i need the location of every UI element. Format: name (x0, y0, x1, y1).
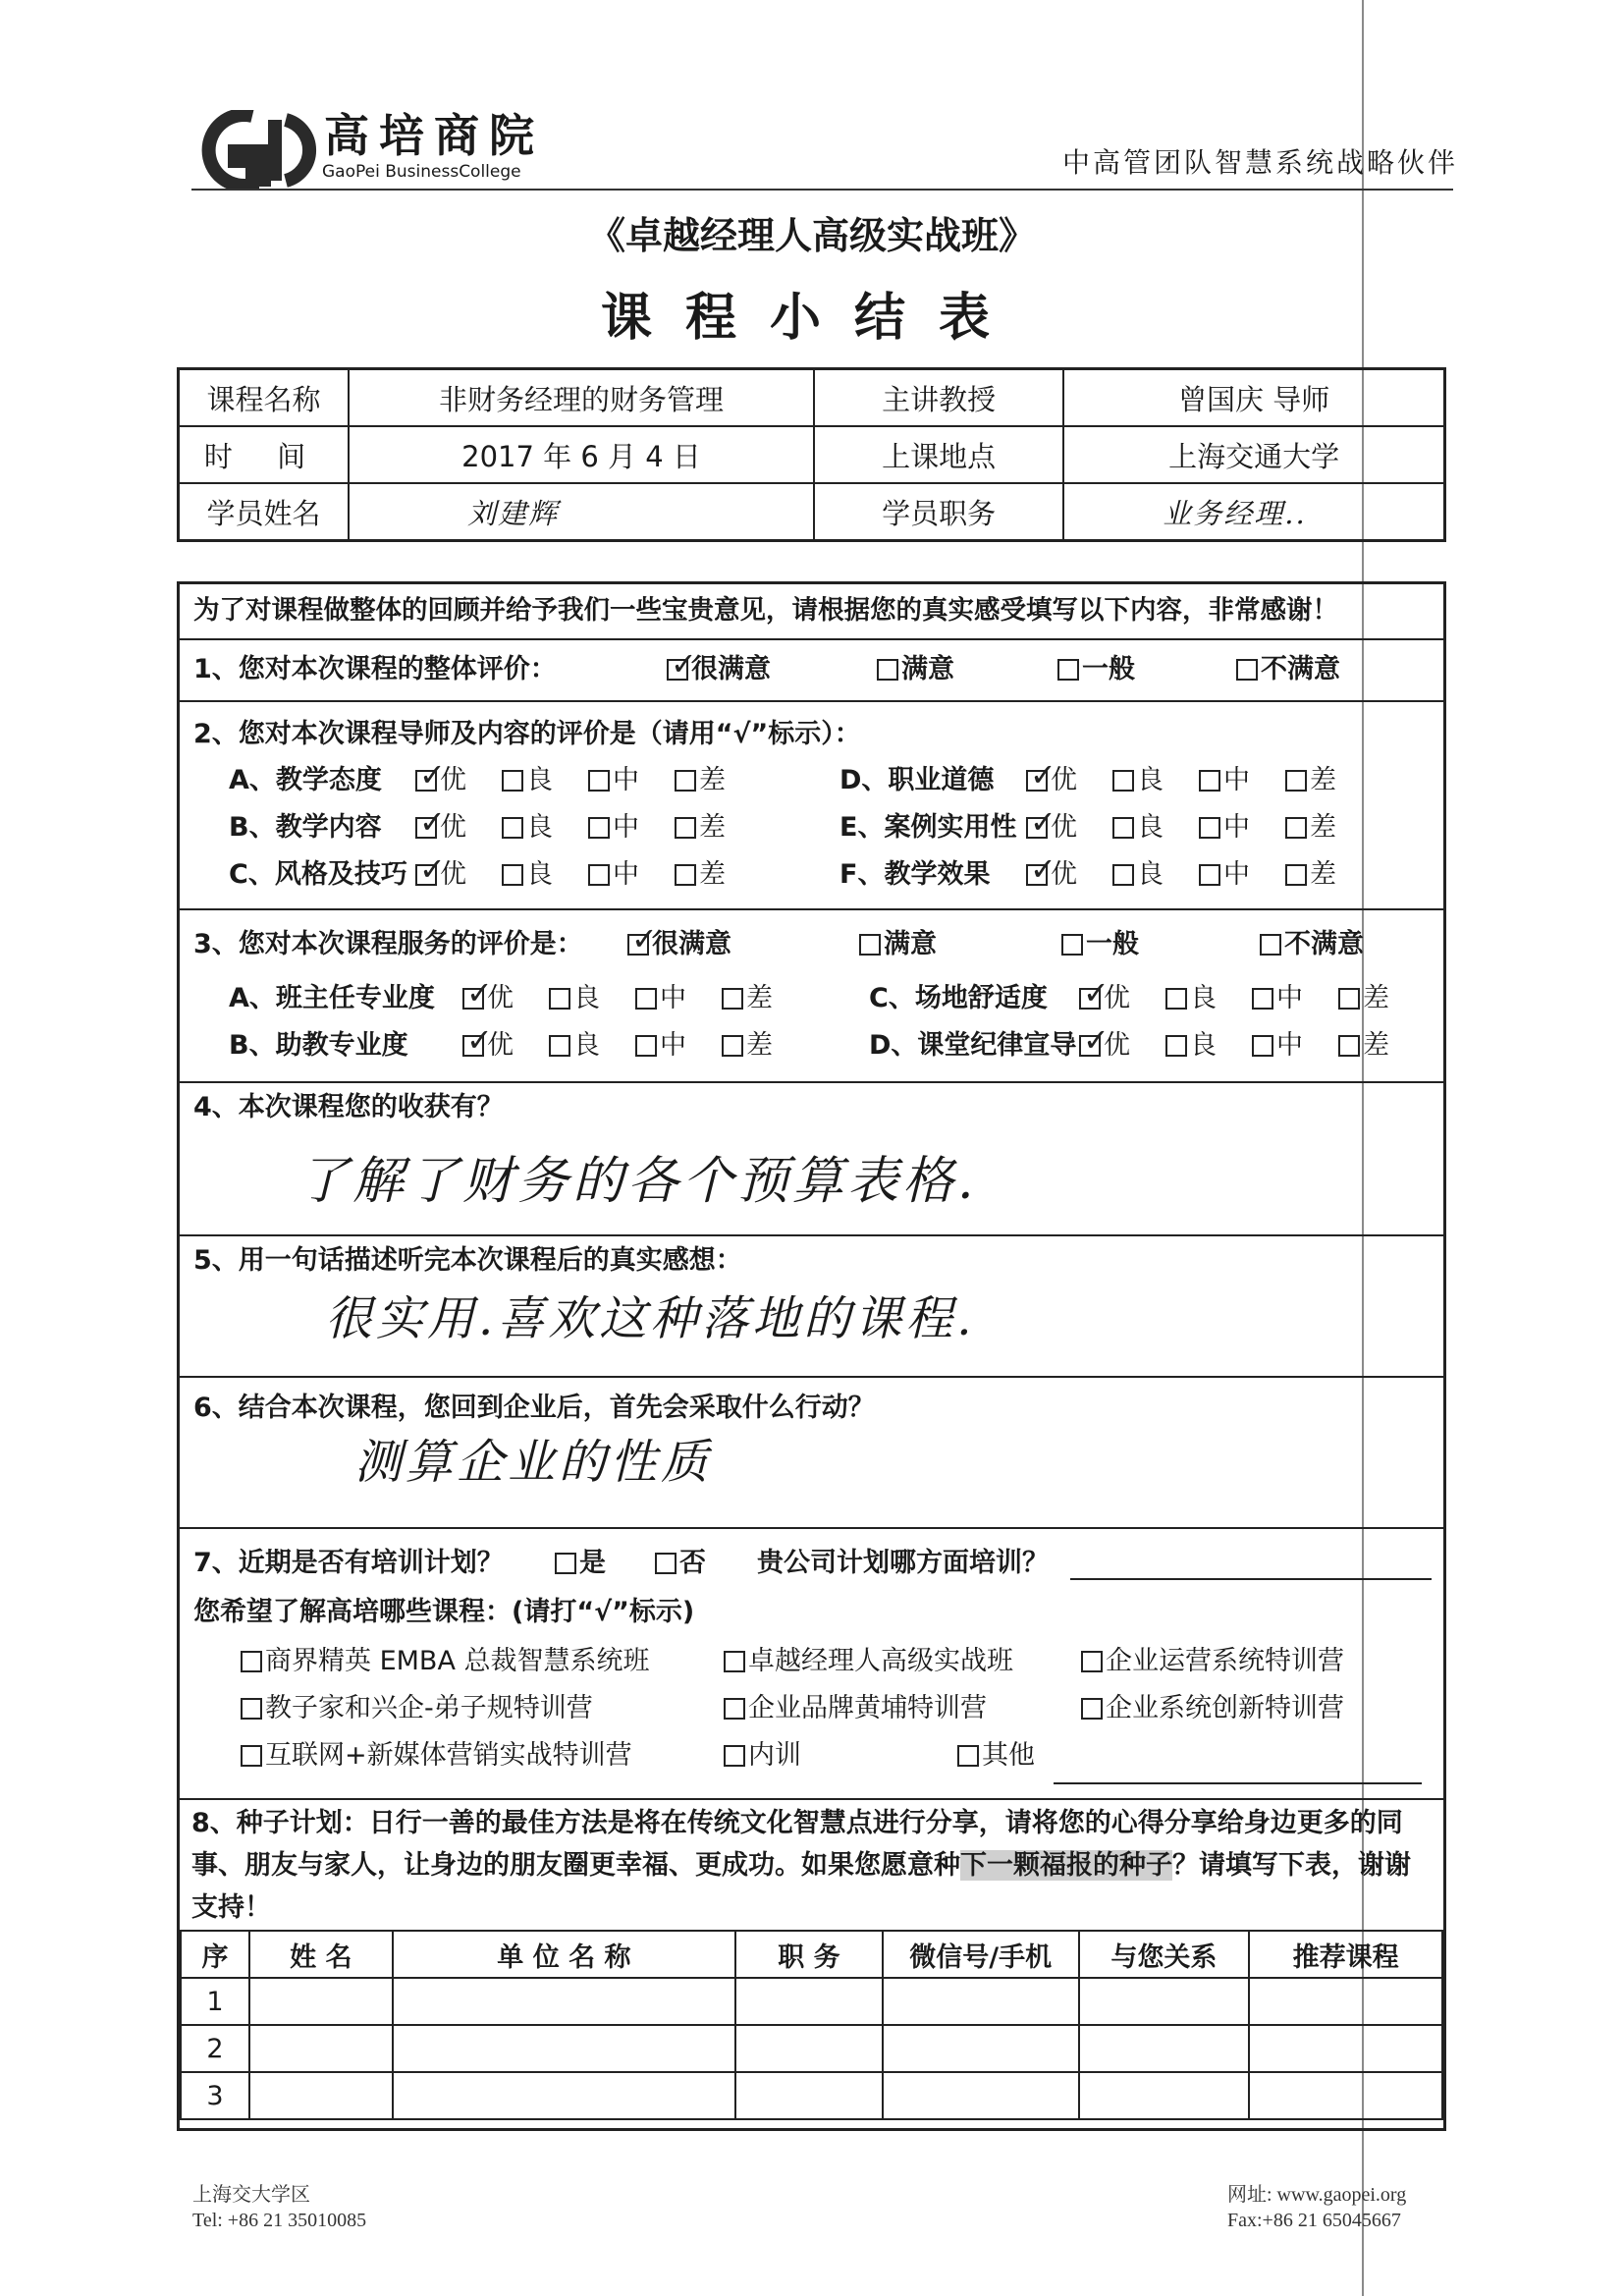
checkbox[interactable] (859, 934, 881, 956)
q1-option[interactable]: 一般 (1057, 653, 1135, 686)
grade-option[interactable] (675, 858, 726, 892)
input-cell[interactable] (883, 2072, 1079, 2119)
grade-label: 差 (699, 859, 726, 890)
checkbox-checked[interactable] (462, 988, 484, 1010)
q7-courses-label: 您希望了解高培哪些课程：(请打“√”标示) (193, 1597, 695, 1627)
q2-item-label: C、风格及技巧 (229, 859, 407, 890)
time-label: 时 间 (179, 426, 350, 483)
header-cell: 与您关系 (1079, 1931, 1250, 1978)
input-cell[interactable] (883, 1978, 1079, 2025)
course-label: 企业品牌黄埔特训营 (748, 1693, 987, 1723)
q4-answer[interactable]: 了解了财务的各个预算表格. (298, 1152, 978, 1211)
divider (180, 700, 1443, 702)
grade-option[interactable] (415, 764, 466, 797)
grade-option[interactable] (588, 764, 639, 797)
divider (180, 1527, 1443, 1529)
grade-option[interactable] (1112, 811, 1164, 845)
intro-text: 为了对课程做整体的回顾并给予我们一些宝贵意见，请根据您的真实感受填写以下内容，非常感谢！ (193, 595, 1338, 626)
checkbox[interactable] (1199, 817, 1220, 839)
input-cell[interactable] (735, 2072, 883, 2119)
checkbox[interactable] (1285, 864, 1307, 886)
grade-label: 良 (1137, 765, 1164, 795)
survey-form (177, 581, 1446, 2131)
checkbox[interactable] (1199, 770, 1220, 792)
grade-option[interactable] (1285, 858, 1336, 892)
q1-option[interactable]: 不满意 (1236, 653, 1340, 686)
checkbox[interactable] (549, 1035, 570, 1057)
divider (180, 1081, 1443, 1083)
grade-option[interactable] (1338, 982, 1389, 1015)
q3-label: 3、您对本次课程服务的评价是： (193, 929, 583, 959)
grade-option[interactable] (1252, 1029, 1303, 1063)
input-cell[interactable] (1249, 2072, 1442, 2119)
course-label: 商界精英 EMBA 总裁智慧系统班 (265, 1646, 650, 1676)
info-row (179, 483, 1445, 541)
checkbox[interactable] (555, 1553, 576, 1574)
header-cell: 推荐课程 (1249, 1931, 1442, 1978)
q3-item-label: B、助教专业度 (229, 1030, 408, 1061)
referral-header-row (181, 1931, 1442, 1978)
referral-table (180, 1930, 1443, 2120)
row-number: 3 (181, 2072, 249, 2119)
checkbox[interactable] (722, 988, 743, 1010)
grade-option[interactable] (1199, 764, 1250, 797)
grade-label: 良 (1190, 1030, 1217, 1061)
q3-option[interactable]: 满意 (859, 928, 937, 961)
grade-label: 良 (526, 765, 553, 795)
q3-item-label: D、课堂纪律宣导 (869, 1030, 1077, 1061)
checkbox-checked[interactable] (1026, 770, 1048, 792)
checkbox-checked[interactable] (1079, 1035, 1101, 1057)
checkbox-checked[interactable] (415, 864, 437, 886)
grade-option[interactable] (1079, 1029, 1130, 1063)
checkbox[interactable] (1285, 817, 1307, 839)
checkbox[interactable] (588, 817, 610, 839)
grade-option[interactable] (549, 982, 600, 1015)
teacher-label: 主讲教授 (814, 369, 1063, 427)
checkbox[interactable] (502, 817, 523, 839)
q3-option[interactable]: 一般 (1061, 928, 1139, 961)
grade-option[interactable] (462, 1029, 514, 1063)
info-row (179, 369, 1445, 427)
grade-label: 中 (1276, 983, 1303, 1013)
q2-item-label: F、教学效果 (839, 859, 991, 890)
student-name-value[interactable]: 刘建辉 (349, 483, 814, 541)
course-label: 互联网+新媒体营销实战特训营 (265, 1740, 632, 1771)
grade-label: 良 (526, 859, 553, 890)
footer-fax: Fax:+86 21 65045667 (1227, 2210, 1401, 2231)
grade-label: 中 (613, 765, 639, 795)
course-option[interactable] (724, 1739, 801, 1773)
grade-option[interactable] (1165, 982, 1217, 1015)
q1-option[interactable]: 满意 (877, 653, 954, 686)
q2-item-label: A、教学态度 (229, 765, 382, 795)
header-cell: 微信号/手机 (883, 1931, 1079, 1978)
checkbox[interactable] (1252, 988, 1273, 1010)
grade-option[interactable] (1199, 858, 1250, 892)
checkbox[interactable] (1338, 988, 1360, 1010)
course-option[interactable] (724, 1645, 1013, 1678)
time-value[interactable]: 2017 年 6 月 4 日 (349, 426, 814, 483)
course-label: 课程名称 (179, 369, 350, 427)
checkbox-checked[interactable] (415, 770, 437, 792)
q2-item-label: B、教学内容 (229, 812, 382, 843)
input-cell[interactable] (249, 1978, 393, 2025)
course-option[interactable] (1081, 1692, 1344, 1725)
grade-label: 良 (1137, 859, 1164, 890)
checkbox[interactable] (1165, 988, 1187, 1010)
row-number: 1 (181, 1978, 249, 2025)
student-label: 学员姓名 (179, 483, 350, 541)
grade-label: 优 (1051, 812, 1077, 843)
header-cell: 姓 名 (249, 1931, 393, 1978)
q3-option[interactable]: 不满意 (1260, 928, 1364, 961)
checkbox[interactable] (1061, 934, 1083, 956)
grade-option[interactable] (588, 811, 639, 845)
grade-label: 优 (440, 859, 466, 890)
q2-item-label: E、案例实用性 (839, 812, 1017, 843)
grade-option[interactable] (502, 764, 553, 797)
grade-option[interactable] (1338, 1029, 1389, 1063)
checkbox[interactable] (1236, 659, 1258, 681)
info-table (177, 367, 1446, 542)
grade-label: 优 (1104, 1030, 1130, 1061)
checkbox[interactable] (1252, 1035, 1273, 1057)
q4-label: 4、本次课程您的收获有？ (193, 1092, 504, 1122)
checkbox[interactable] (675, 770, 696, 792)
slogan: 中高管团队智慧系统战略伙伴 (1062, 146, 1459, 179)
referral-row (181, 2072, 1442, 2119)
grade-label: 良 (573, 1030, 600, 1061)
position-label: 学员职务 (814, 483, 1063, 541)
q7-yes-option[interactable]: 是 (555, 1547, 606, 1580)
course-label: 内训 (748, 1740, 801, 1771)
grade-option[interactable] (635, 982, 686, 1015)
checkbox[interactable] (502, 770, 523, 792)
course-label: 企业系统创新特训营 (1106, 1693, 1344, 1723)
grade-option[interactable] (1026, 811, 1077, 845)
grade-label: 中 (660, 983, 686, 1013)
input-cell[interactable] (735, 2025, 883, 2072)
grade-label: 差 (699, 812, 726, 843)
referral-row (181, 1978, 1442, 2025)
grade-option[interactable] (1026, 764, 1077, 797)
checkbox[interactable] (241, 1745, 262, 1767)
place-value[interactable]: 上海交通大学 (1063, 426, 1444, 483)
checkbox[interactable] (635, 1035, 657, 1057)
q6-answer[interactable]: 测算企业的性质 (354, 1435, 713, 1490)
checkbox[interactable] (724, 1651, 745, 1672)
q5-answer[interactable]: 很实用.喜欢这种落地的课程. (325, 1291, 976, 1346)
referral-row (181, 2025, 1442, 2072)
document-title: 《卓越经理人高级实战班》 (587, 214, 1036, 257)
checkbox[interactable] (957, 1745, 979, 1767)
checkbox[interactable] (1081, 1698, 1103, 1720)
footer-campus: 上海交大学区 (192, 2184, 310, 2206)
grade-option[interactable] (1285, 811, 1336, 845)
q7-which-input[interactable] (1070, 1553, 1432, 1580)
input-cell[interactable] (249, 2072, 393, 2119)
grade-option[interactable] (722, 982, 773, 1015)
grade-option[interactable] (502, 811, 553, 845)
brand-name-en: GaoPei BusinessCollege (322, 162, 521, 182)
header-cell: 单 位 名 称 (393, 1931, 735, 1978)
course-value[interactable]: 非财务经理的财务管理 (349, 369, 814, 427)
grade-label: 中 (660, 1030, 686, 1061)
q5-label: 5、用一句话描述听完本次课程后的真实感想： (193, 1245, 742, 1276)
course-option[interactable] (241, 1692, 593, 1725)
q6-label: 6、结合本次课程，您回到企业后，首先会采取什么行动？ (193, 1393, 875, 1423)
grade-option[interactable] (1079, 982, 1130, 1015)
grade-label: 优 (1051, 765, 1077, 795)
grade-option[interactable] (1252, 982, 1303, 1015)
input-cell[interactable] (1249, 2025, 1442, 2072)
course-label: 教子家和兴企-弟子规特训营 (265, 1693, 593, 1723)
grade-label: 中 (1223, 859, 1250, 890)
footer-tel: Tel: +86 21 35010085 (192, 2210, 367, 2231)
gaopei-logo-icon (191, 110, 324, 191)
grade-label: 差 (1363, 983, 1389, 1013)
q7-label: 7、近期是否有培训计划？ (193, 1548, 504, 1578)
divider (180, 638, 1443, 640)
checkbox-checked[interactable] (415, 817, 437, 839)
divider (180, 1234, 1443, 1236)
grade-option[interactable] (1112, 764, 1164, 797)
divider (180, 1376, 1443, 1378)
grade-label: 中 (1223, 812, 1250, 843)
grade-option[interactable] (415, 811, 466, 845)
grade-label: 差 (699, 765, 726, 795)
checkbox[interactable] (1165, 1035, 1187, 1057)
grade-label: 差 (746, 983, 773, 1013)
checkbox-checked[interactable] (1026, 864, 1048, 886)
grade-label: 中 (1223, 765, 1250, 795)
checkbox-checked[interactable] (667, 659, 688, 681)
grade-label: 差 (1310, 812, 1336, 843)
input-cell[interactable] (735, 1978, 883, 2025)
q3-option[interactable]: ✓ 很满意 (627, 928, 731, 961)
divider (180, 1798, 1443, 1800)
checkbox[interactable] (1260, 934, 1281, 956)
grade-option[interactable] (675, 811, 726, 845)
document-subtitle: 课程小结表 (600, 289, 1023, 348)
row-number: 2 (181, 2025, 249, 2072)
checkbox-checked[interactable] (1079, 988, 1101, 1010)
grade-label: 优 (1104, 983, 1130, 1013)
brand-name-cn: 高培商院 (324, 109, 544, 162)
grade-label: 差 (1310, 765, 1336, 795)
grade-label: 优 (487, 983, 514, 1013)
divider (180, 908, 1443, 910)
course-label: 其他 (982, 1740, 1035, 1771)
course-option[interactable] (724, 1692, 987, 1725)
input-cell[interactable] (249, 2025, 393, 2072)
grade-option[interactable] (588, 858, 639, 892)
grade-option[interactable] (502, 858, 553, 892)
grade-label: 良 (573, 983, 600, 1013)
grade-label: 差 (1363, 1030, 1389, 1061)
input-cell[interactable] (1079, 1978, 1250, 2025)
grade-option[interactable] (675, 764, 726, 797)
input-cell[interactable] (393, 2072, 735, 2119)
checkbox[interactable] (1081, 1651, 1103, 1672)
input-cell[interactable] (393, 2025, 735, 2072)
grade-option[interactable] (415, 858, 466, 892)
grade-label: 差 (746, 1030, 773, 1061)
info-row (179, 426, 1445, 483)
input-cell[interactable] (1079, 2072, 1250, 2119)
grade-label: 差 (1310, 859, 1336, 890)
grade-label: 良 (1137, 812, 1164, 843)
checkbox[interactable] (724, 1745, 745, 1767)
checkbox[interactable] (675, 817, 696, 839)
course-option[interactable] (241, 1739, 632, 1773)
checkbox[interactable] (549, 988, 570, 1010)
checkbox[interactable] (1112, 864, 1134, 886)
q2-label: 2、您对本次课程导师及内容的评价是（请用“√”标示）： (193, 719, 861, 749)
input-cell[interactable] (1079, 2025, 1250, 2072)
grade-option[interactable] (635, 1029, 686, 1063)
q1-label: 1、您对本次课程的整体评价： (193, 654, 557, 684)
q7-other-input[interactable] (1054, 1757, 1422, 1784)
checkbox[interactable] (241, 1651, 262, 1672)
checkbox[interactable] (588, 770, 610, 792)
checkbox[interactable] (655, 1553, 677, 1574)
q7-no-option[interactable]: 否 (655, 1547, 706, 1580)
checkbox[interactable] (1285, 770, 1307, 792)
input-cell[interactable] (393, 1978, 735, 2025)
checkbox[interactable] (1112, 817, 1134, 839)
checkbox[interactable] (724, 1698, 745, 1720)
student-position-value[interactable]: 业务经理.. (1063, 483, 1444, 541)
place-label: 上课地点 (814, 426, 1063, 483)
header-cell: 职 务 (735, 1931, 883, 1978)
course-option[interactable] (1081, 1645, 1344, 1678)
q1-option[interactable]: ✓ 很满意 (667, 653, 771, 686)
q7-which-label: 贵公司计划哪方面培训？ (757, 1548, 1049, 1578)
grade-option[interactable] (1199, 811, 1250, 845)
checkbox[interactable] (1199, 864, 1220, 886)
input-cell[interactable] (883, 2025, 1079, 2072)
course-label: 企业运营系统特训营 (1106, 1646, 1344, 1676)
q2-item-label: D、职业道德 (839, 765, 995, 795)
footer-website[interactable]: 网址: www.gaopei.org (1227, 2184, 1407, 2206)
grade-option[interactable] (1026, 858, 1077, 892)
grade-label: 优 (440, 812, 466, 843)
course-option[interactable] (241, 1645, 650, 1678)
checkbox[interactable] (675, 864, 696, 886)
checkbox[interactable] (502, 864, 523, 886)
grade-option[interactable] (549, 1029, 600, 1063)
checkbox[interactable] (635, 988, 657, 1010)
grade-option[interactable] (1165, 1029, 1217, 1063)
q3-item-label: A、班主任专业度 (229, 983, 435, 1013)
grade-option[interactable] (1285, 764, 1336, 797)
q3-item-label: C、场地舒适度 (869, 983, 1048, 1013)
grade-label: 中 (613, 812, 639, 843)
grade-label: 优 (487, 1030, 514, 1061)
q8-highlight: 下一颗福报的种子 (960, 1850, 1172, 1881)
checkbox[interactable] (722, 1035, 743, 1057)
input-cell[interactable] (1249, 1978, 1442, 2025)
checkbox[interactable] (241, 1698, 262, 1720)
course-label: 卓越经理人高级实战班 (748, 1646, 1013, 1676)
grade-label: 良 (526, 812, 553, 843)
q8-text: 8、种子计划：日行一善的最佳方法是将在传统文化智慧点进行分享，请将您的心得分享给身边更多的同事、朋友与家人，让身边的朋友圈更幸福、更成功。如果您愿意种下一颗福报的种子？请填写下表，谢谢支持！ (191, 1808, 1411, 1923)
grade-option[interactable] (462, 982, 514, 1015)
course-option[interactable] (957, 1739, 1035, 1773)
checkbox-checked[interactable] (462, 1035, 484, 1057)
grade-label: 中 (1276, 1030, 1303, 1061)
header-cell: 序 (181, 1931, 249, 1978)
grade-label: 良 (1190, 983, 1217, 1013)
checkbox-checked[interactable] (1026, 817, 1048, 839)
checkbox[interactable] (877, 659, 898, 681)
checkbox[interactable] (588, 864, 610, 886)
teacher-value[interactable]: 曾国庆 导师 (1063, 369, 1444, 427)
checkbox[interactable] (1057, 659, 1079, 681)
checkbox[interactable] (1338, 1035, 1360, 1057)
checkbox-checked[interactable] (627, 934, 649, 956)
grade-label: 优 (440, 765, 466, 795)
grade-option[interactable] (722, 1029, 773, 1063)
grade-label: 中 (613, 859, 639, 890)
grade-label: 优 (1051, 859, 1077, 890)
grade-option[interactable] (1112, 858, 1164, 892)
checkbox[interactable] (1112, 770, 1134, 792)
header-rule (191, 189, 1453, 191)
